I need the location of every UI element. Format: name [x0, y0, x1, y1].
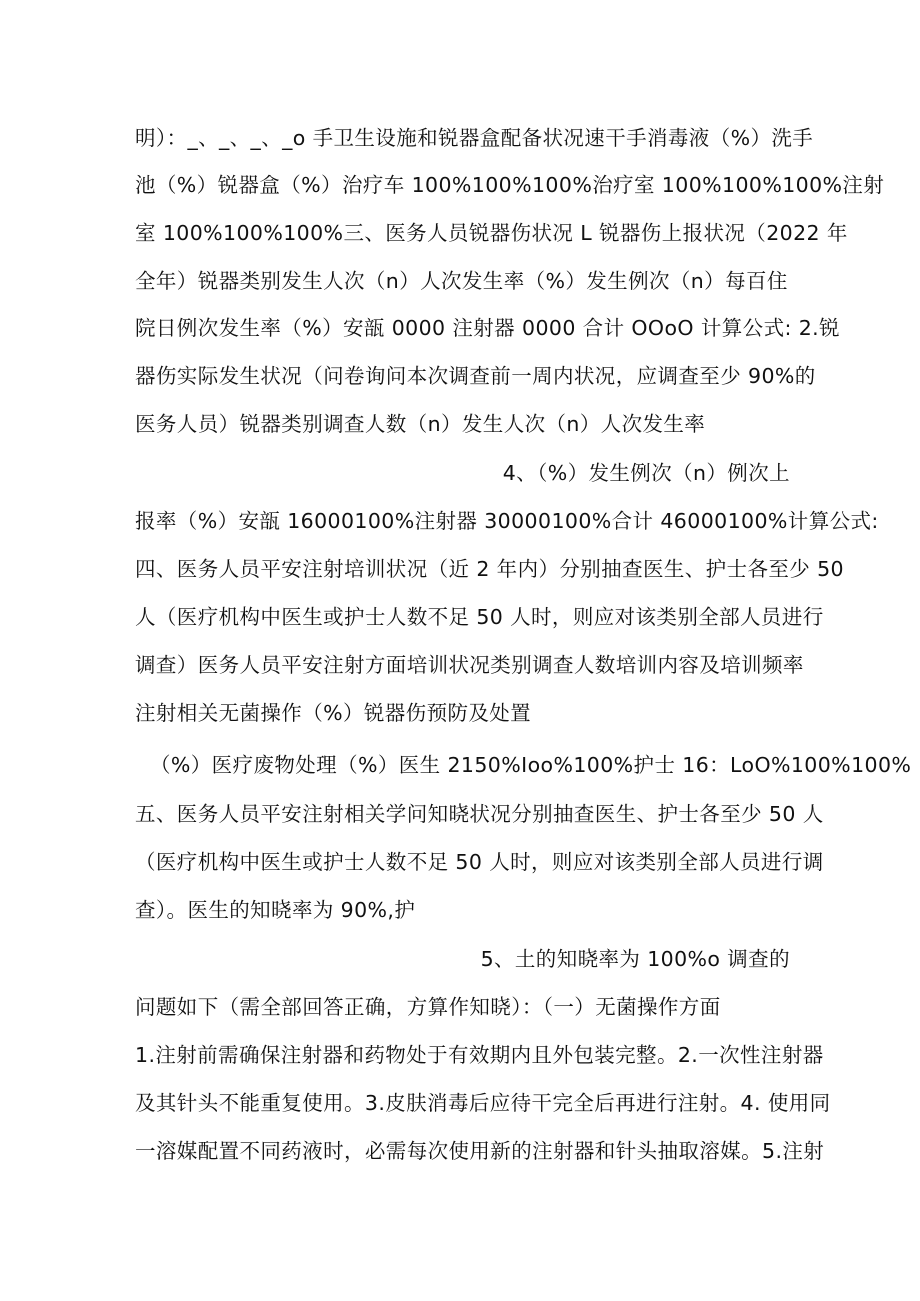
- text-line-2: 池（%）锐器盒（%）治疗车 100%100%100%治疗室 100%100%100%注射: [135, 173, 885, 197]
- text-line-16: （医疗机构中医生或护士人数不足 50 人时，则应对该类别全部人员进行调: [135, 850, 824, 874]
- text-line-21: 及其针头不能重复使用。3.皮肤消毒后应待干完全后再进行注射。4. 使用同: [135, 1091, 831, 1115]
- text-line-22: 一溶媒配置不同药液时，必需每次使用新的注射器和针头抽取溶媒。5.注射: [135, 1139, 825, 1163]
- text-line-1: 明）：_、_、_、_o 手卫生设施和锐器盒配备状况速干手消毒液（%）洗手: [135, 126, 814, 150]
- text-line-14: （%）医疗废物处理（%）医生 2150%Ioo%100%护士 16：LoO%100%100%: [150, 753, 912, 777]
- text-line-9: 报率（%）安瓿 16000100%注射器 30000100%合计 46000100%计算公式:: [135, 509, 879, 533]
- text-line-6: 器伤实际发生状况（问卷询问本次调查前一周内状况，应调查至少 90%的: [135, 364, 816, 388]
- text-line-12: 调查）医务人员平安注射方面培训状况类别调查人数培训内容及培训频率: [135, 653, 804, 677]
- text-line-18: 5、土的知晓率为 100%o 调查的: [480, 947, 790, 971]
- text-line-5: 院日例次发生率（%）安瓿 0000 注射器 0000 合计 OOoO 计算公式: 2.锐: [135, 316, 840, 340]
- text-line-4: 全年）锐器类别发生人次（n）人次发生率（%）发生例次（n）每百住: [135, 269, 788, 293]
- text-line-10: 四、医务人员平安注射培训状况（近 2 年内）分别抽查医生、护士各至少 50: [135, 557, 844, 581]
- text-line-13: 注射相关无菌操作（%）锐器伤预防及处置: [135, 701, 532, 725]
- text-line-15: 五、医务人员平安注射相关学问知晓状况分别抽查医生、护士各至少 50 人: [135, 802, 824, 826]
- text-line-3: 室 100%100%100%三、医务人员锐器伤状况 L 锐器伤上报状况（2022 年: [135, 221, 848, 245]
- text-line-7: 医务人员）锐器类别调查人数（n）发生人次（n）人次发生率: [135, 412, 706, 436]
- text-line-19: 问题如下（需全部回答正确，方算作知晓）：（一）无菌操作方面: [135, 995, 721, 1019]
- text-line-17: 查）。医生的知晓率为 90%,护: [135, 898, 416, 922]
- text-line-8: 4、（%）发生例次（n）例次上: [502, 461, 790, 485]
- text-line-20: 1.注射前需确保注射器和药物处于有效期内且外包装完整。2.一次性注射器: [135, 1043, 824, 1067]
- text-line-11: 人（医疗机构中医生或护士人数不足 50 人时，则应对该类别全部人员进行: [135, 605, 824, 629]
